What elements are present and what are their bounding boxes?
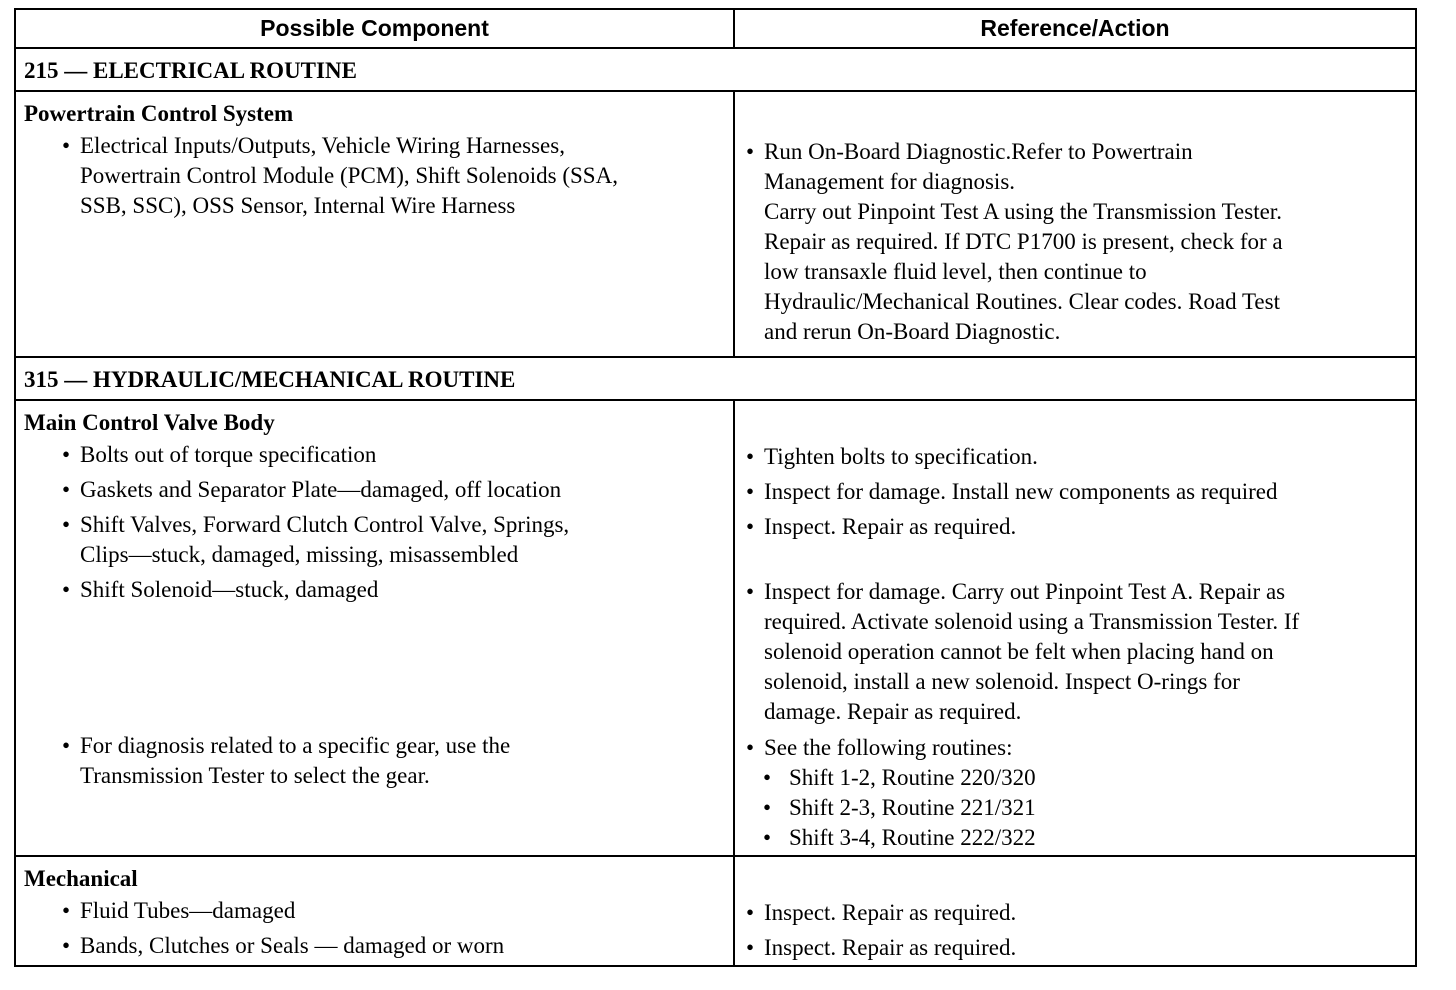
bullet: • (62, 133, 71, 158)
item-line: Shift Solenoid—stuck, damaged (80, 577, 379, 602)
group-row-mechanical (15, 856, 1416, 966)
sub-line: Shift 2-3, Routine 221/321 (789, 795, 1036, 820)
action-item (735, 577, 1415, 733)
group-row-valve-body (15, 400, 1416, 856)
list-item (16, 896, 733, 926)
bullet: • (62, 577, 71, 602)
action-line: Run On-Board Diagnostic.Refer to Powertrain (764, 139, 1193, 164)
bullet: • (763, 765, 772, 790)
list-item (16, 475, 733, 505)
group-title-powertrain: Powertrain Control System (24, 101, 294, 126)
action-item (735, 933, 1415, 963)
action-cell (734, 91, 1416, 357)
action-line: Repair as required. If DTC P1700 is present, check for a (764, 229, 1283, 254)
list-item (16, 731, 733, 791)
action-line: Hydraulic/Mechanical Routines. Clear codes. Road Test (764, 289, 1280, 314)
item-line: For diagnosis related to a specific gear, use the (80, 733, 511, 758)
sub-item (735, 823, 1415, 853)
item-line: Fluid Tubes—damaged (80, 898, 296, 923)
list-item (16, 440, 733, 470)
action-item (735, 512, 1415, 572)
action-item (735, 898, 1415, 928)
bullet: • (746, 444, 755, 469)
action-cell (734, 400, 1416, 856)
bullet: • (763, 795, 772, 820)
action-cell (734, 856, 1416, 966)
action-item (735, 733, 1415, 763)
section-row-215 (15, 48, 1416, 91)
section-row-315 (15, 357, 1416, 400)
bullet: • (62, 512, 71, 537)
list-item (16, 575, 733, 731)
bullet: • (763, 825, 772, 850)
action-line: damage. Repair as required. (764, 699, 1022, 724)
bullet: • (62, 477, 71, 502)
bullet: • (62, 442, 71, 467)
item-line: Shift Valves, Forward Clutch Control Valve, Springs, (80, 512, 570, 537)
action-line: Tighten bolts to specification. (764, 444, 1038, 469)
sub-item (735, 763, 1415, 793)
item-line: Bolts out of torque specification (80, 442, 377, 467)
item-line: Clips—stuck, damaged, missing, misassembled (80, 542, 519, 567)
section-title-315: 315 — HYDRAULIC/MECHANICAL ROUTINE (15, 357, 1416, 400)
bullet: • (746, 139, 755, 164)
sub-line: Shift 3-4, Routine 222/322 (789, 825, 1036, 850)
action-line: and rerun On-Board Diagnostic. (764, 319, 1061, 344)
bullet: • (746, 900, 755, 925)
section-title-215: 215 — ELECTRICAL ROUTINE (15, 48, 1416, 91)
group-row-powertrain (15, 91, 1416, 357)
sub-item (735, 793, 1415, 823)
action-line: Carry out Pinpoint Test A using the Transmission Tester. (764, 199, 1282, 224)
action-line: low transaxle fluid level, then continue to (764, 259, 1147, 284)
action-line: solenoid, install a new solenoid. Inspect O-rings for (764, 669, 1240, 694)
group-title-mechanical: Mechanical (24, 866, 138, 891)
action-line: solenoid operation cannot be felt when placing hand on (764, 639, 1274, 664)
action-line: Inspect. Repair as required. (764, 935, 1017, 960)
list-item (16, 931, 733, 961)
header-possible-component: Possible Component (15, 9, 734, 48)
bullet: • (746, 479, 755, 504)
item-line: Gaskets and Separator Plate—damaged, off location (80, 477, 562, 502)
action-line: required. Activate solenoid using a Transmission Tester. If (764, 609, 1300, 634)
item-line: Powertrain Control Module (PCM), Shift Solenoids (SSA, (80, 163, 618, 188)
header-row (15, 9, 1416, 48)
action-line: Inspect. Repair as required. (764, 900, 1017, 925)
bullet: • (746, 735, 755, 760)
item-line: Bands, Clutches or Seals — damaged or worn (80, 933, 505, 958)
bullet: • (62, 898, 71, 923)
diagnostic-table-page (14, 8, 1417, 967)
action-item (735, 442, 1415, 472)
group-title-valve-body: Main Control Valve Body (24, 410, 275, 435)
bullet: • (746, 514, 755, 539)
action-line: Management for diagnosis. (764, 169, 1016, 194)
component-cell (15, 91, 734, 357)
component-cell (15, 856, 734, 966)
diagnostic-table (14, 8, 1417, 967)
component-cell (15, 400, 734, 856)
list-item (16, 510, 733, 570)
item-line: Transmission Tester to select the gear. (80, 763, 430, 788)
bullet: • (746, 579, 755, 604)
sub-line: Shift 1-2, Routine 220/320 (789, 765, 1036, 790)
action-line: Inspect for damage. Carry out Pinpoint Test A. Repair as (764, 579, 1286, 604)
action-line: Inspect. Repair as required. (764, 514, 1017, 539)
action-line: Inspect for damage. Install new components as required (764, 479, 1278, 504)
item-line: SSB, SSC), OSS Sensor, Internal Wire Harness (80, 193, 516, 218)
list-item (16, 131, 733, 221)
item-line: Electrical Inputs/Outputs, Vehicle Wiring Harnesses, (80, 133, 565, 158)
bullet: • (746, 935, 755, 960)
action-item (735, 477, 1415, 507)
action-line: See the following routines: (764, 735, 1013, 760)
bullet: • (62, 733, 71, 758)
action-item (735, 137, 1415, 347)
header-reference-action: Reference/Action (734, 9, 1416, 48)
bullet: • (62, 933, 71, 958)
